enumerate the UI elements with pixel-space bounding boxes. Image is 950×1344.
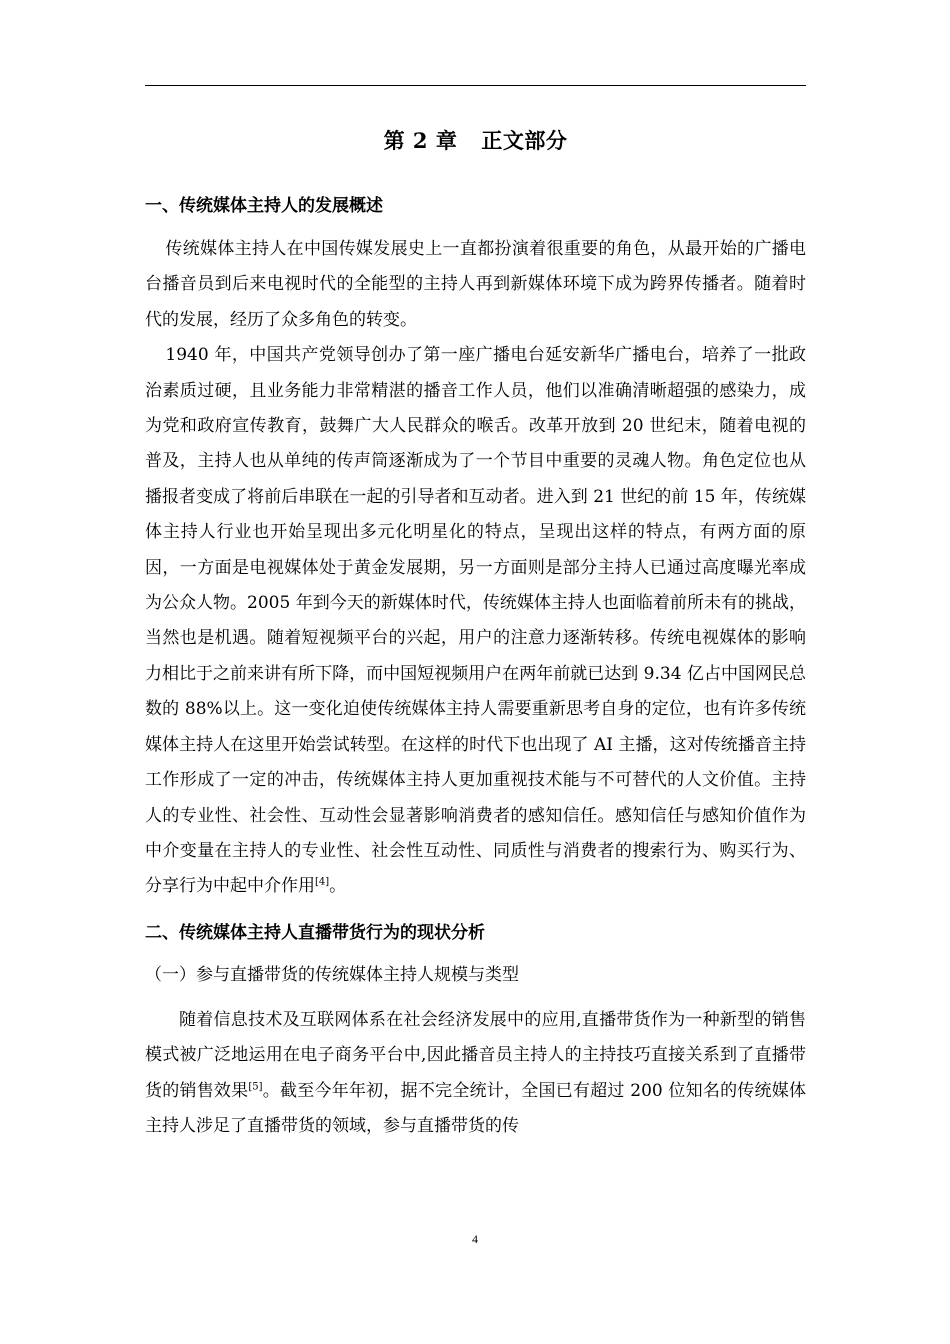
paragraph-1: 传统媒体主持人在中国传媒发展史上一直都扮演着很重要的角色，从最开始的广播电台播音员到后来电视时代的全能型的主持人再到新媒体环境下成为跨界传播者。随着时代的发展，经历了众多角色的转变。 [145, 239, 806, 330]
chapter-number: 第 2 章 [383, 128, 458, 153]
chapter-name: 正文部分 [481, 128, 568, 153]
paragraph-2 [145, 338, 806, 905]
page-number: 4 [472, 1232, 478, 1246]
citation-ref-4: [4] [315, 876, 330, 888]
paragraph-3 [145, 1003, 806, 1145]
chapter-title [145, 118, 806, 164]
page-content [145, 118, 806, 1144]
header-rule [145, 85, 806, 86]
paragraph-2-text: 1940 年，中国共产党领导创办了第一座广播电台延安新华广播电台，培养了一批政治素质过硬，且业务能力非常精湛的播音工作人员，他们以准确清晰超强的感染力，成为党和政府宣传教育，鼓舞广大人民群众的喉舌。改革开放到 20 世纪末，随着电视的普及，主持人也从单纯的传声筒逐渐成为了一个节目中重要的灵魂人物。角色定位也从播报者变成了将前后串联在一起的引导者和互动者。进入到 21 世纪的前 15 年，传统媒体主持人行业也开始呈现出多元化明星化的特点，呈现出这样的特点，有两方面的原因，一方面是电视媒体处于黄金发展期，另一方面则是部分主持人已通过高度曝光率成为公众人物。2005 年到今天的新媒体时代，传统媒体主持人也面临着前所未有的挑战，当然也是机遇。随着短视频平台的兴起，用户的注意力逐渐转移。传统电视媒体的影响力相比于之前来讲有所下降，而中国短视频用户在两年前就已达到 9.34 亿占中国网民总数的 88%以上。这一变化迫使传统媒体主持人需要重新思考自身的定位，也有许多传统媒体主持人在这里开始尝试转型。在这样的时代下也出现了 AI 主播，这对传统播音主持工作形成了一定的冲击，传统媒体主持人更加重视技术能与不可替代的人文价值。主持人的专业性、社会性、互动性会显著影响消费者的感知信任。感知信任与感知价值作为中介变量在主持人的专业性、社会性互动性、同质性与消费者的搜索行为、购买行为、分享行为中起中介作用 [145, 345, 806, 897]
section-heading-2: 二、传统媒体主持人直播带货行为的现状分析 [145, 922, 485, 943]
subsection-heading-1: （一）参与直播带货的传统媒体主持人规模与类型 [145, 964, 519, 985]
paragraph-2-tail: 。 [329, 876, 347, 897]
section-heading-1: 一、传统媒体主持人的发展概述 [145, 196, 383, 216]
paragraph-3-text: 随着信息技术及互联网体系在社会经济发展中的应用,直播带货作为一种新型的销售模式被广泛地运用在电子商务平台中,因此播音员主持人的主持技巧直接关系到了直播带货的销售效果 [145, 1009, 806, 1101]
citation-ref-5: [5] [248, 1080, 263, 1092]
paragraph-3-continued: 。截至今年年初，据不完全统计，全国已有超过 200 位知名的传统媒体主持人涉足了直播带货的领域，参与直播带货的传 [145, 1080, 806, 1136]
